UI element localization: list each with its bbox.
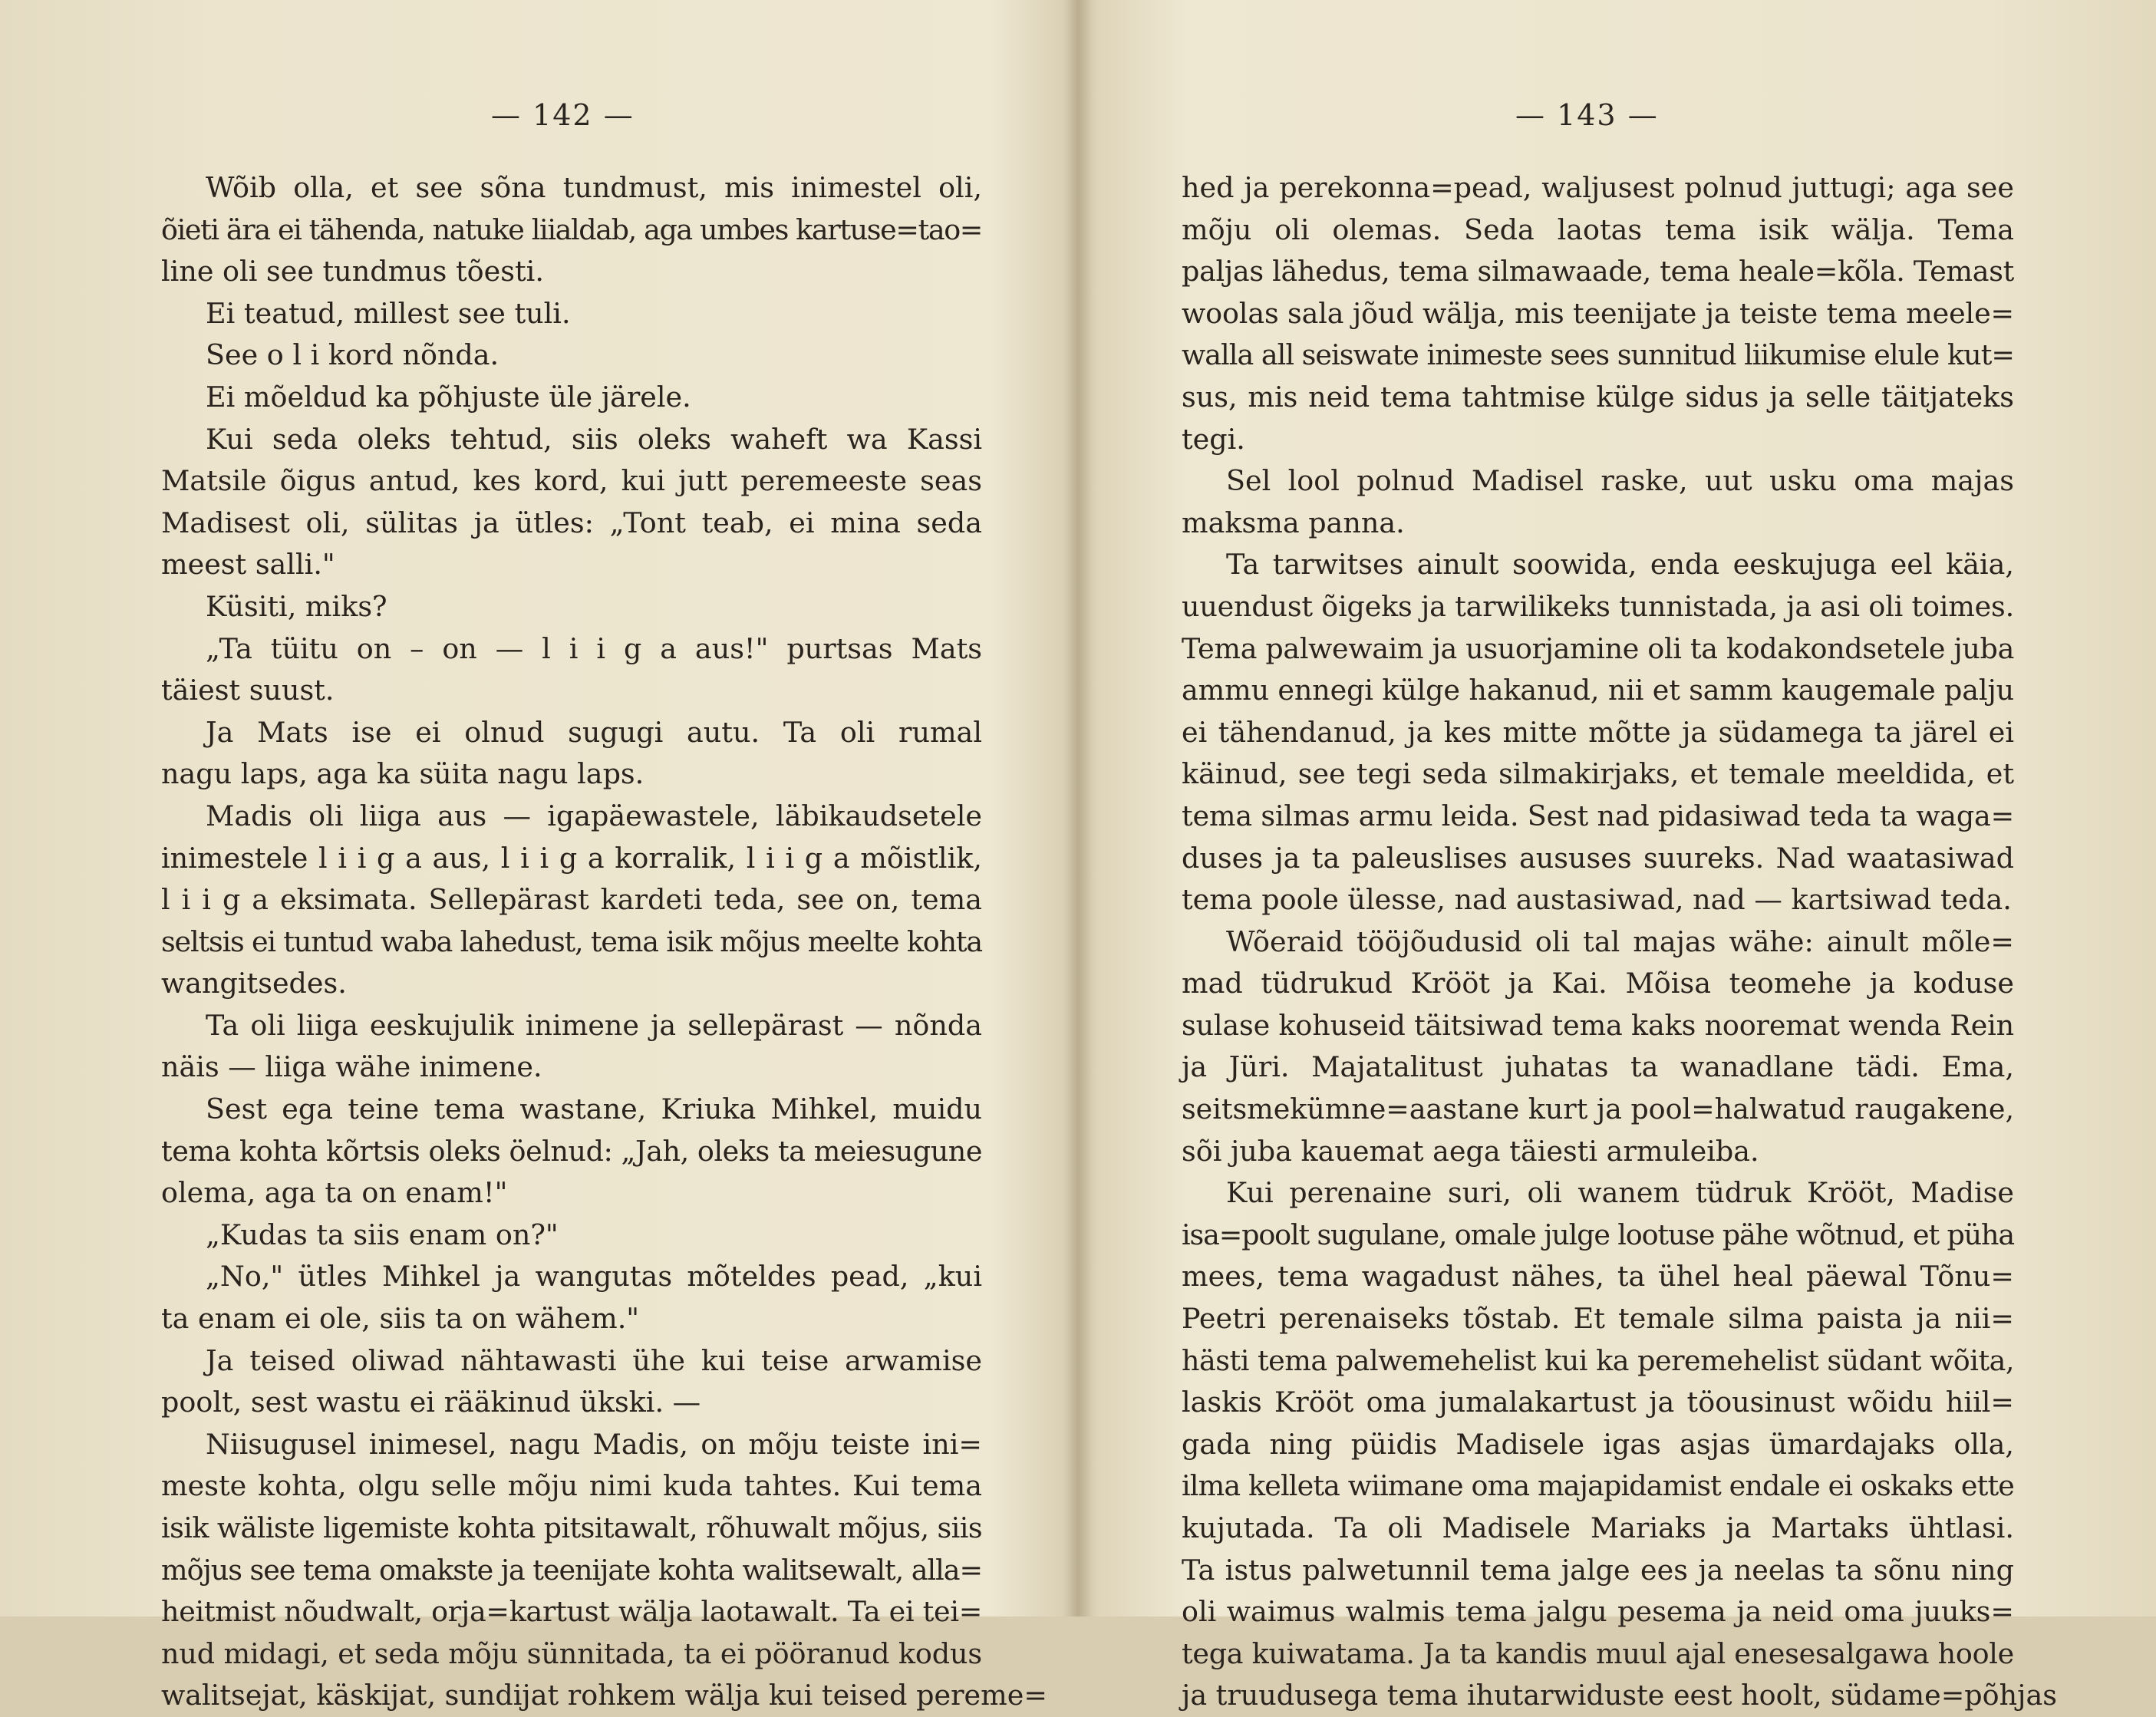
text-line: sõi juba kauemat aega täiesti armuleiba. — [1182, 1134, 1759, 1168]
text-line: Niisugusel inimesel, nagu Madis, on mõju teiste ini= — [206, 1427, 982, 1461]
text-line: nagu laps, aga ka süita nagu laps. — [161, 757, 644, 791]
text-line: ilma kelleta wiimane oma majapidamist endale ei oskaks ette — [1182, 1469, 2014, 1503]
text-line: sus, mis neid tema tahtmise külge sidus ja selle täitjateks — [1182, 380, 2014, 414]
text-line: sulase kohuseid täitsiwad tema kaks nooremat wenda Rein — [1182, 1008, 2014, 1042]
text-line: walitsejat, käskijat, sundijat rohkem wälja kui teised pereme= — [161, 1679, 1047, 1712]
text-line: Wõib olla, et see sõna tundmust, mis inimestel oli, — [206, 171, 982, 204]
text-line: tema poole ülesse, nad austasiwad, nad — kartsiwad teda. — [1182, 883, 2012, 917]
text-line: ta enam ei ole, siis ta on wähem." — [161, 1302, 640, 1336]
text-line: meste kohta, olgu selle mõju nimi kuda tahtes. Kui tema — [161, 1469, 982, 1503]
text-line: Ja Mats ise ei olnud sugugi autu. Ta oli rumal — [206, 715, 982, 749]
text-line: walla all seiswate inimeste sees sunnitud liikumise elule kut= — [1182, 338, 2014, 372]
text-line: Sel lool polnud Madisel raske, uut usku oma majas — [1226, 464, 2014, 498]
text-line: „Kudas ta siis enam on?" — [206, 1218, 559, 1251]
text-line: seltsis ei tuntud waba lahedust, tema isik mõjus meelte kohta — [161, 924, 982, 958]
text-line: Tema palwewaim ja usuorjamine oli ta kodakondsetele juba — [1182, 631, 2014, 665]
text-line: ja truudusega tema ihutarwiduste eest hoolt, südame=põhjas — [1182, 1679, 2057, 1712]
text-line: täiest suust. — [161, 674, 335, 707]
right-page-text — [1182, 167, 2057, 1717]
text-line: tema silmas armu leida. Sest nad pidasiwad teda ta waga= — [1182, 799, 2014, 832]
text-line: seitsmekümne=aastane kurt ja pool=halwatud raugakene, — [1182, 1092, 2014, 1126]
text-line: maksma panna. — [1182, 506, 1405, 539]
text-line: olema, aga ta on enam!" — [161, 1176, 508, 1210]
page-number-right: — 143 — — [1515, 98, 1659, 132]
text-line: Ei mõeldud ka põhjuste üle järele. — [206, 380, 691, 414]
text-line: mõjus see tema omakste ja teenijate kohta walitsewalt, alla= — [161, 1553, 982, 1587]
text-line: Ta tarwitses ainult soowida, enda eeskujuga eel käia, — [1226, 548, 2014, 582]
text-line: laskis Krööt oma jumalakartust ja töousinust wõidu hiil= — [1182, 1386, 2014, 1419]
text-line: gada ning püidis Madisele igas asjas ümardajaks olla, — [1182, 1427, 2014, 1461]
text-line: Kui seda oleks tehtud, siis oleks waheft wa Kassi — [206, 422, 982, 456]
text-line: nud midagi, et seda mõju sünnitada, ta ei pööranud kodus — [161, 1636, 982, 1670]
text-line: Ei teatud, millest see tuli. — [206, 296, 571, 330]
text-line: meest salli." — [161, 548, 335, 582]
text-line: See o l i kord nõnda. — [206, 338, 499, 372]
text-line: oli waimus walmis tema jalgu pesema ja neid oma juuks= — [1182, 1595, 2014, 1629]
text-line: Kui perenaine suri, oli wanem tüdruk Krööt, Madise — [1226, 1176, 2014, 1210]
text-line: isa=poolt sugulane, omale julge lootuse pähe wõtnud, et püha — [1182, 1218, 2014, 1251]
text-line: duses ja ta paleuslises aususes suureks. Nad waatasiwad — [1182, 841, 2014, 875]
text-line: tema kohta kõrtsis oleks öelnud: „Jah, oleks ta meiesugune — [161, 1134, 982, 1168]
text-line: ei tähendanud, ja kes mitte mõtte ja südamega ta järel ei — [1182, 715, 2014, 749]
text-line: Sest ega teine tema wastane, Kriuka Mihkel, muidu — [206, 1092, 982, 1126]
text-line: uuendust õigeks ja tarwilikeks tunnistada, ja asi oli toimes. — [1182, 589, 2014, 623]
text-line: Matsile õigus antud, kes kord, kui jutt peremeeste seas — [161, 464, 982, 498]
text-line: ammu ennegi külge hakanud, nii et samm kaugemale palju — [1182, 674, 2014, 707]
text-line: inimestele l i i g a aus, l i i g a korralik, l i i g a mõistlik, — [161, 841, 982, 875]
text-line: hed ja perekonna=pead, waljusest polnud juttugi; aga see — [1182, 171, 2014, 204]
text-line: tega kuiwatama. Ja ta kandis muul ajal enesesalgawa hoole — [1182, 1636, 2014, 1670]
left-page — [0, 0, 1074, 1712]
text-line: l i i g a eksimata. Sellepärast kardeti teda, see on, tema — [161, 883, 982, 917]
text-line: käinud, see tegi seda silmakirjaks, et temale meeldida, et — [1182, 757, 2014, 791]
text-line: „Ta tüitu on – on — l i i g a aus!" purtsas Mats — [206, 631, 982, 665]
text-line: Ta istus palwetunnil tema jalge ees ja neelas ta sõnu ning — [1182, 1553, 2014, 1587]
text-line: Ta oli liiga eeskujulik inimene ja sellepärast — nõnda — [206, 1008, 982, 1042]
text-line: mad tüdrukud Krööt ja Kai. Mõisa teomehe ja koduse — [1182, 967, 2014, 1000]
text-line: Ja teised oliwad nähtawasti ühe kui teise arwamise — [206, 1343, 982, 1377]
text-line: kujutada. Ta oli Madisele Mariaks ja Martaks ühtlasi. — [1182, 1511, 2014, 1544]
text-line: paljas lähedus, tema silmawaade, tema heale=kõla. Temast — [1182, 255, 2014, 288]
text-line: Madis oli liiga aus — igapäewastele, läbikaudsetele — [206, 799, 982, 832]
text-line: isik wäliste ligemiste kohta pitsitawalt, rõhuwalt mõjus, siis — [161, 1511, 982, 1544]
text-line: Wõeraid tööjõudusid oli tal majas wähe: ainult mõle= — [1226, 924, 2014, 958]
text-line: woolas sala jõud wälja, mis teenijate ja teiste tema meele= — [1182, 296, 2014, 330]
text-line: „No," ütles Mihkel ja wangutas mõteldes pead, „kui — [206, 1260, 982, 1294]
text-line: Madisest oli, sülitas ja ütles: „Tont teab, ei mina seda — [161, 506, 982, 539]
text-line: Peetri perenaiseks tõstab. Et temale silma paista ja nii= — [1182, 1302, 2014, 1336]
text-line: poolt, sest wastu ei rääkinud ükski. — — [161, 1386, 701, 1419]
text-line: näis — liiga wähe inimene. — [161, 1050, 542, 1084]
text-line: õieti ära ei tähenda, natuke liialdab, aga umbes kartuse=tao= — [161, 213, 982, 246]
text-line: tegi. — [1182, 422, 1245, 456]
text-line: line oli see tundmus tõesti. — [161, 255, 544, 288]
text-line: wangitsedes. — [161, 967, 347, 1000]
text-line: ja Jüri. Majatalitust juhatas ta wanadlane tädi. Ema, — [1182, 1050, 2014, 1084]
left-page-text — [161, 167, 1047, 1717]
page-number-left: — 142 — — [491, 98, 635, 132]
text-line: Küsiti, miks? — [206, 589, 387, 623]
text-line: mõju oli olemas. Seda laotas tema isik wälja. Tema — [1182, 213, 2014, 246]
right-page — [1082, 0, 2156, 1712]
text-line: mees, tema wagadust nähes, ta ühel heal päewal Tõnu= — [1182, 1260, 2014, 1294]
text-line: heitmist nõudwalt, orja=kartust wälja laotawalt. Ta ei tei= — [161, 1595, 982, 1629]
text-line: hästi tema palwemehelist kui ka peremehelist südant wõita, — [1182, 1343, 2014, 1377]
